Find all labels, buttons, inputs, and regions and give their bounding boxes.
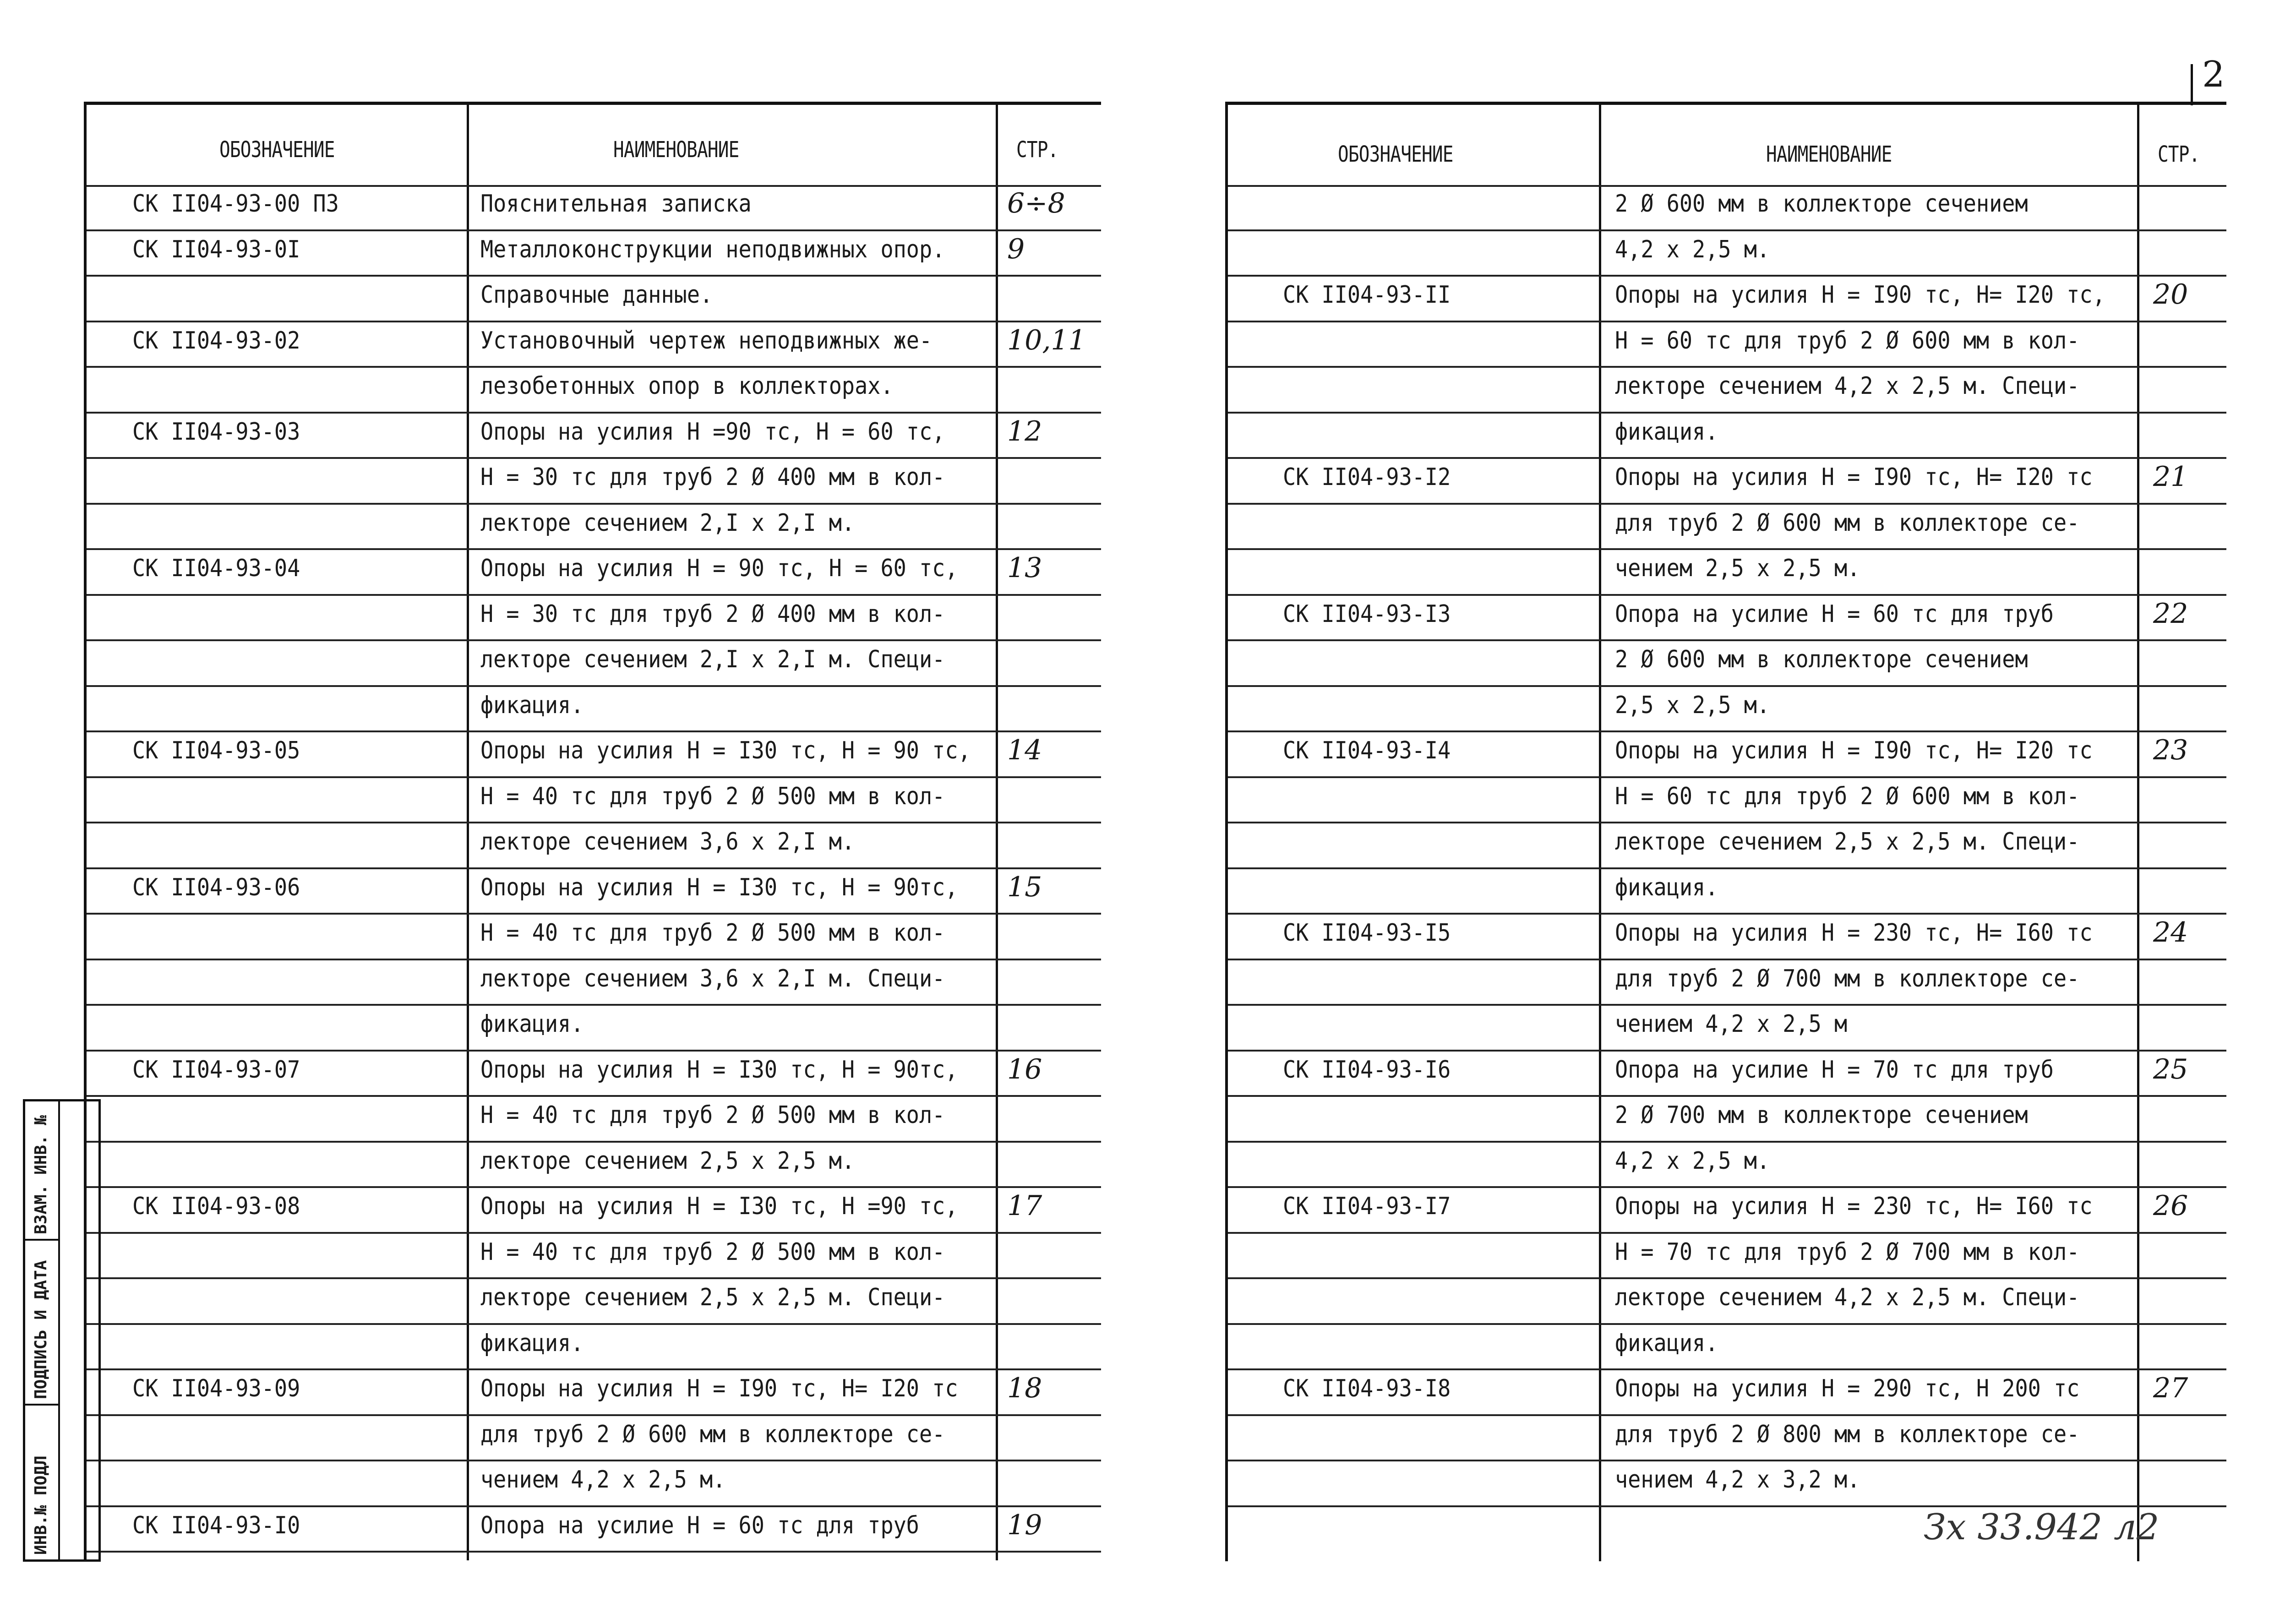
row-name: Опоры на усилия Н = I30 тс, Н = 90 тс,: [480, 737, 971, 764]
row-name: Опора на усилие Н = 70 тс для труб: [1615, 1056, 2054, 1084]
left-contents-table: [84, 102, 1101, 1560]
row-rule: [87, 685, 1101, 687]
row-rule: [1228, 366, 2226, 368]
row-rule: [87, 1323, 1101, 1325]
row-page: 14: [1007, 734, 1042, 766]
row-rule: [1228, 1460, 2226, 1461]
row-rule: [87, 639, 1101, 641]
row-rule: [87, 913, 1101, 915]
row-designation: СК II04-93-I7: [1283, 1193, 1451, 1220]
right-header-rule: [1228, 185, 2226, 187]
row-rule: [87, 1141, 1101, 1143]
row-designation: СК II04-93-I2: [1283, 463, 1451, 491]
side-stamp-bottom-label: ВЗАМ. ИНВ. №: [32, 1115, 50, 1234]
row-page: 23: [2153, 734, 2188, 766]
row-designation: СК II04-93-II: [1283, 281, 1451, 309]
row-name: фикация.: [1615, 1329, 1718, 1357]
row-designation: СК II04-93-09: [132, 1375, 300, 1402]
row-designation: СК II04-93-I0: [132, 1511, 300, 1539]
row-designation: СК II04-93-I8: [1283, 1375, 1451, 1402]
row-rule: [87, 1368, 1101, 1370]
row-name: фикация.: [1615, 418, 1718, 446]
row-name: Справочные данные.: [480, 281, 713, 309]
row-designation: СК II04-93-02: [132, 327, 300, 354]
row-rule: [1228, 503, 2226, 505]
row-name: для труб 2 Ø 600 мм в коллекторе се-: [1615, 509, 2080, 537]
row-rule: [87, 594, 1101, 596]
row-rule: [87, 321, 1101, 322]
row-name: чением 2,5 х 2,5 м.: [1615, 555, 1860, 582]
row-name: Опоры на усилия Н = I30 тс, Н = 90тс,: [480, 873, 958, 901]
row-name: лекторе сечением 2,I х 2,I м. Специ-: [480, 646, 945, 673]
row-name: Опоры на усилия Н = 230 тс, Н= I60 тс: [1615, 1193, 2093, 1220]
row-name: 2,5 х 2,5 м.: [1615, 691, 1770, 719]
row-rule: [87, 1050, 1101, 1052]
row-rule: [1228, 1004, 2226, 1006]
right-header-designation: ОБОЗНАЧЕНИЕ: [1338, 142, 1453, 167]
right-header-page: СТР.: [2158, 142, 2200, 167]
row-page: 12: [1007, 415, 1042, 447]
row-designation: СК II04-93-08: [132, 1193, 300, 1220]
row-name: лекторе сечением 2,I х 2,I м.: [480, 509, 855, 537]
row-name: лекторе сечением 4,2 х 2,5 м. Специ-: [1615, 372, 2080, 400]
row-name: Н = 30 тс для труб 2 Ø 400 мм в кол-: [480, 600, 945, 628]
row-name: Опоры на усилия Н = I30 тс, Н =90 тс,: [480, 1193, 958, 1220]
row-rule: [1228, 412, 2226, 414]
row-rule: [1228, 1095, 2226, 1097]
row-rule: [87, 776, 1101, 778]
row-rule: [87, 457, 1101, 459]
row-designation: СК II04-93-06: [132, 873, 300, 901]
row-page: 22: [2153, 597, 2188, 630]
row-name: для труб 2 Ø 800 мм в коллекторе се-: [1615, 1420, 2080, 1448]
row-name: чением 4,2 х 3,2 м.: [1615, 1466, 1860, 1493]
row-rule: [87, 1551, 1101, 1553]
side-stamp-middle-label: ПОДПИСЬ И ДАТА: [32, 1260, 50, 1399]
row-designation: СК II04-93-I5: [1283, 919, 1451, 947]
row-rule: [87, 1232, 1101, 1234]
row-name: 4,2 х 2,5 м.: [1615, 1147, 1770, 1175]
row-designation: СК II04-93-00 ПЗ: [132, 190, 339, 218]
row-designation: СК II04-93-I4: [1283, 737, 1451, 764]
row-name: лекторе сечением 2,5 х 2,5 м. Специ-: [1615, 828, 2080, 856]
row-rule: [87, 730, 1101, 732]
row-designation: СК II04-93-I3: [1283, 600, 1451, 628]
side-stamp-divider: [58, 1101, 60, 1559]
row-name: Опора на усилие Н = 60 тс для труб: [1615, 600, 2054, 628]
row-rule: [1228, 1050, 2226, 1052]
row-rule: [87, 867, 1101, 869]
row-name: Н = 40 тс для труб 2 Ø 500 мм в кол-: [480, 782, 945, 810]
row-rule: [87, 1004, 1101, 1006]
row-rule: [1228, 822, 2226, 823]
row-name: 2 Ø 600 мм в коллекторе сечением: [1615, 646, 2028, 673]
row-name: лекторе сечением 3,6 х 2,I м.: [480, 828, 855, 856]
inventory-note: Зх 33.942 л2: [1924, 1507, 2160, 1548]
row-name: Опоры на усилия Н = I90 тс, Н= I20 тс: [480, 1375, 958, 1402]
row-name: Металлоконструкции неподвижных опор.: [480, 235, 945, 263]
row-name: фикация.: [480, 1010, 584, 1038]
row-page: 19: [1007, 1509, 1042, 1541]
row-name: лекторе сечением 2,5 х 2,5 м. Специ-: [480, 1284, 945, 1311]
row-name: чением 4,2 х 2,5 м.: [480, 1466, 726, 1493]
row-name: фикация.: [480, 1329, 584, 1357]
row-name: Опоры на усилия Н = I90 тс, Н= I20 тс: [1615, 737, 2093, 764]
row-rule: [1228, 1277, 2226, 1279]
row-page: 13: [1007, 552, 1042, 584]
row-rule: [87, 1277, 1101, 1279]
row-page: 15: [1007, 871, 1042, 903]
side-stamp-rule-1: [25, 1239, 58, 1241]
row-page: 21: [2153, 461, 2188, 493]
side-stamp-rule-2: [25, 1404, 58, 1406]
row-rule: [1228, 1141, 2226, 1143]
row-rule: [1228, 913, 2226, 915]
row-page: 17: [1007, 1190, 1042, 1222]
row-name: 2 Ø 700 мм в коллекторе сечением: [1615, 1101, 2028, 1129]
row-rule: [1228, 1368, 2226, 1370]
row-name: Опоры на усилия Н = I30 тс, Н = 90тс,: [480, 1056, 958, 1084]
row-rule: [1228, 730, 2226, 732]
row-rule: [87, 1460, 1101, 1461]
left-header-name: НАИМЕНОВАНИЕ: [613, 137, 739, 163]
row-name: Опоры на усилия Н = 290 тс, Н 200 тс: [1615, 1375, 2080, 1402]
row-rule: [1228, 1186, 2226, 1188]
row-rule: [87, 959, 1101, 960]
row-name: Опоры на усилия Н = I90 тс, Н= I20 тс: [1615, 463, 2093, 491]
row-name: Н = 30 тс для труб 2 Ø 400 мм в кол-: [480, 463, 945, 491]
right-contents-table: [1225, 102, 2226, 1561]
row-rule: [1228, 594, 2226, 596]
row-rule: [1228, 275, 2226, 277]
row-rule: [87, 822, 1101, 823]
row-rule: [87, 548, 1101, 550]
row-name: Опоры на усилия Н = 90 тс, Н = 60 тс,: [480, 555, 958, 582]
row-name: Н = 40 тс для труб 2 Ø 500 мм в кол-: [480, 1101, 945, 1129]
row-page: 25: [2153, 1053, 2188, 1085]
row-designation: СК II04-93-I6: [1283, 1056, 1451, 1084]
row-rule: [1228, 457, 2226, 459]
row-name: фикация.: [1615, 873, 1718, 901]
row-designation: СК II04-93-07: [132, 1056, 300, 1084]
row-name: Н = 40 тс для труб 2 Ø 500 мм в кол-: [480, 1238, 945, 1266]
row-name: для труб 2 Ø 700 мм в коллекторе се-: [1615, 965, 2080, 992]
row-rule: [1228, 321, 2226, 322]
page-number-bar: [2191, 64, 2193, 105]
left-header-page: СТР.: [1016, 137, 1058, 163]
row-designation: СК II04-93-0I: [132, 235, 300, 263]
row-rule: [1228, 959, 2226, 960]
row-rule: [87, 1095, 1101, 1097]
side-stamp: [23, 1099, 101, 1562]
row-designation: СК II04-93-05: [132, 737, 300, 764]
row-rule: [87, 503, 1101, 505]
row-rule: [87, 412, 1101, 414]
row-rule: [1228, 867, 2226, 869]
row-designation: СК II04-93-03: [132, 418, 300, 446]
row-name: для труб 2 Ø 600 мм в коллекторе се-: [480, 1420, 945, 1448]
row-name: Установочный чертеж неподвижных же-: [480, 327, 933, 354]
row-name: фикация.: [480, 691, 584, 719]
row-page: 6÷8: [1007, 187, 1065, 219]
row-page: 10,11: [1007, 324, 1086, 356]
row-name: Опоры на усилия Н = I90 тс, Н= I20 тс,: [1615, 281, 2105, 309]
right-header-name: НАИМЕНОВАНИЕ: [1766, 142, 1892, 167]
row-page: 16: [1007, 1053, 1042, 1085]
row-rule: [87, 275, 1101, 277]
row-name: Опора на усилие Н = 60 тс для труб: [480, 1511, 919, 1539]
row-page: 9: [1007, 233, 1025, 265]
row-rule: [1228, 685, 2226, 687]
row-name: лекторе сечением 2,5 х 2,5 м.: [480, 1147, 855, 1175]
row-rule: [87, 366, 1101, 368]
row-name: Пояснительная записка: [480, 190, 752, 218]
row-designation: СК II04-93-04: [132, 555, 300, 582]
row-rule: [1228, 229, 2226, 231]
row-name: Н = 70 тс для труб 2 Ø 700 мм в кол-: [1615, 1238, 2080, 1266]
row-rule: [87, 1186, 1101, 1188]
row-page: 27: [2153, 1372, 2188, 1404]
row-rule: [1228, 776, 2226, 778]
row-page: 26: [2153, 1190, 2188, 1222]
row-name: лезобетонных опор в коллекторах.: [480, 372, 894, 400]
row-rule: [87, 229, 1101, 231]
row-page: 20: [2153, 278, 2188, 311]
row-name: Опоры на усилия Н = 230 тс, Н= I60 тс: [1615, 919, 2093, 947]
row-name: Н = 40 тс для труб 2 Ø 500 мм в кол-: [480, 919, 945, 947]
row-rule: [1228, 1323, 2226, 1325]
page-number: 2: [2202, 54, 2225, 95]
row-name: лекторе сечением 3,6 х 2,I м. Специ-: [480, 965, 945, 992]
row-name: Опоры на усилия Н =90 тс, Н = 60 тс,: [480, 418, 945, 446]
left-header-designation: ОБОЗНАЧЕНИЕ: [219, 137, 335, 163]
row-rule: [1228, 1232, 2226, 1234]
row-page: 24: [2153, 916, 2188, 948]
left-header-rule: [87, 185, 1101, 187]
row-rule: [1228, 1414, 2226, 1416]
row-page: 18: [1007, 1372, 1042, 1404]
row-name: 2 Ø 600 мм в коллекторе сечением: [1615, 190, 2028, 218]
side-stamp-top-label: ИНВ.№ ПОДЛ: [32, 1455, 50, 1555]
left-col-divider-2: [996, 105, 998, 1560]
row-name: Н = 60 тс для труб 2 Ø 600 мм в кол-: [1615, 782, 2080, 810]
row-name: лекторе сечением 4,2 х 2,5 м. Специ-: [1615, 1284, 2080, 1311]
row-name: 4,2 х 2,5 м.: [1615, 235, 1770, 263]
row-rule: [1228, 548, 2226, 550]
row-name: Н = 60 тс для труб 2 Ø 600 мм в кол-: [1615, 327, 2080, 354]
right-col-divider-2: [2137, 105, 2139, 1561]
row-rule: [87, 1505, 1101, 1507]
right-col-divider-1: [1599, 105, 1601, 1561]
row-rule: [87, 1414, 1101, 1416]
row-rule: [1228, 639, 2226, 641]
row-name: чением 4,2 х 2,5 м: [1615, 1010, 1848, 1038]
left-col-divider-1: [467, 105, 469, 1560]
